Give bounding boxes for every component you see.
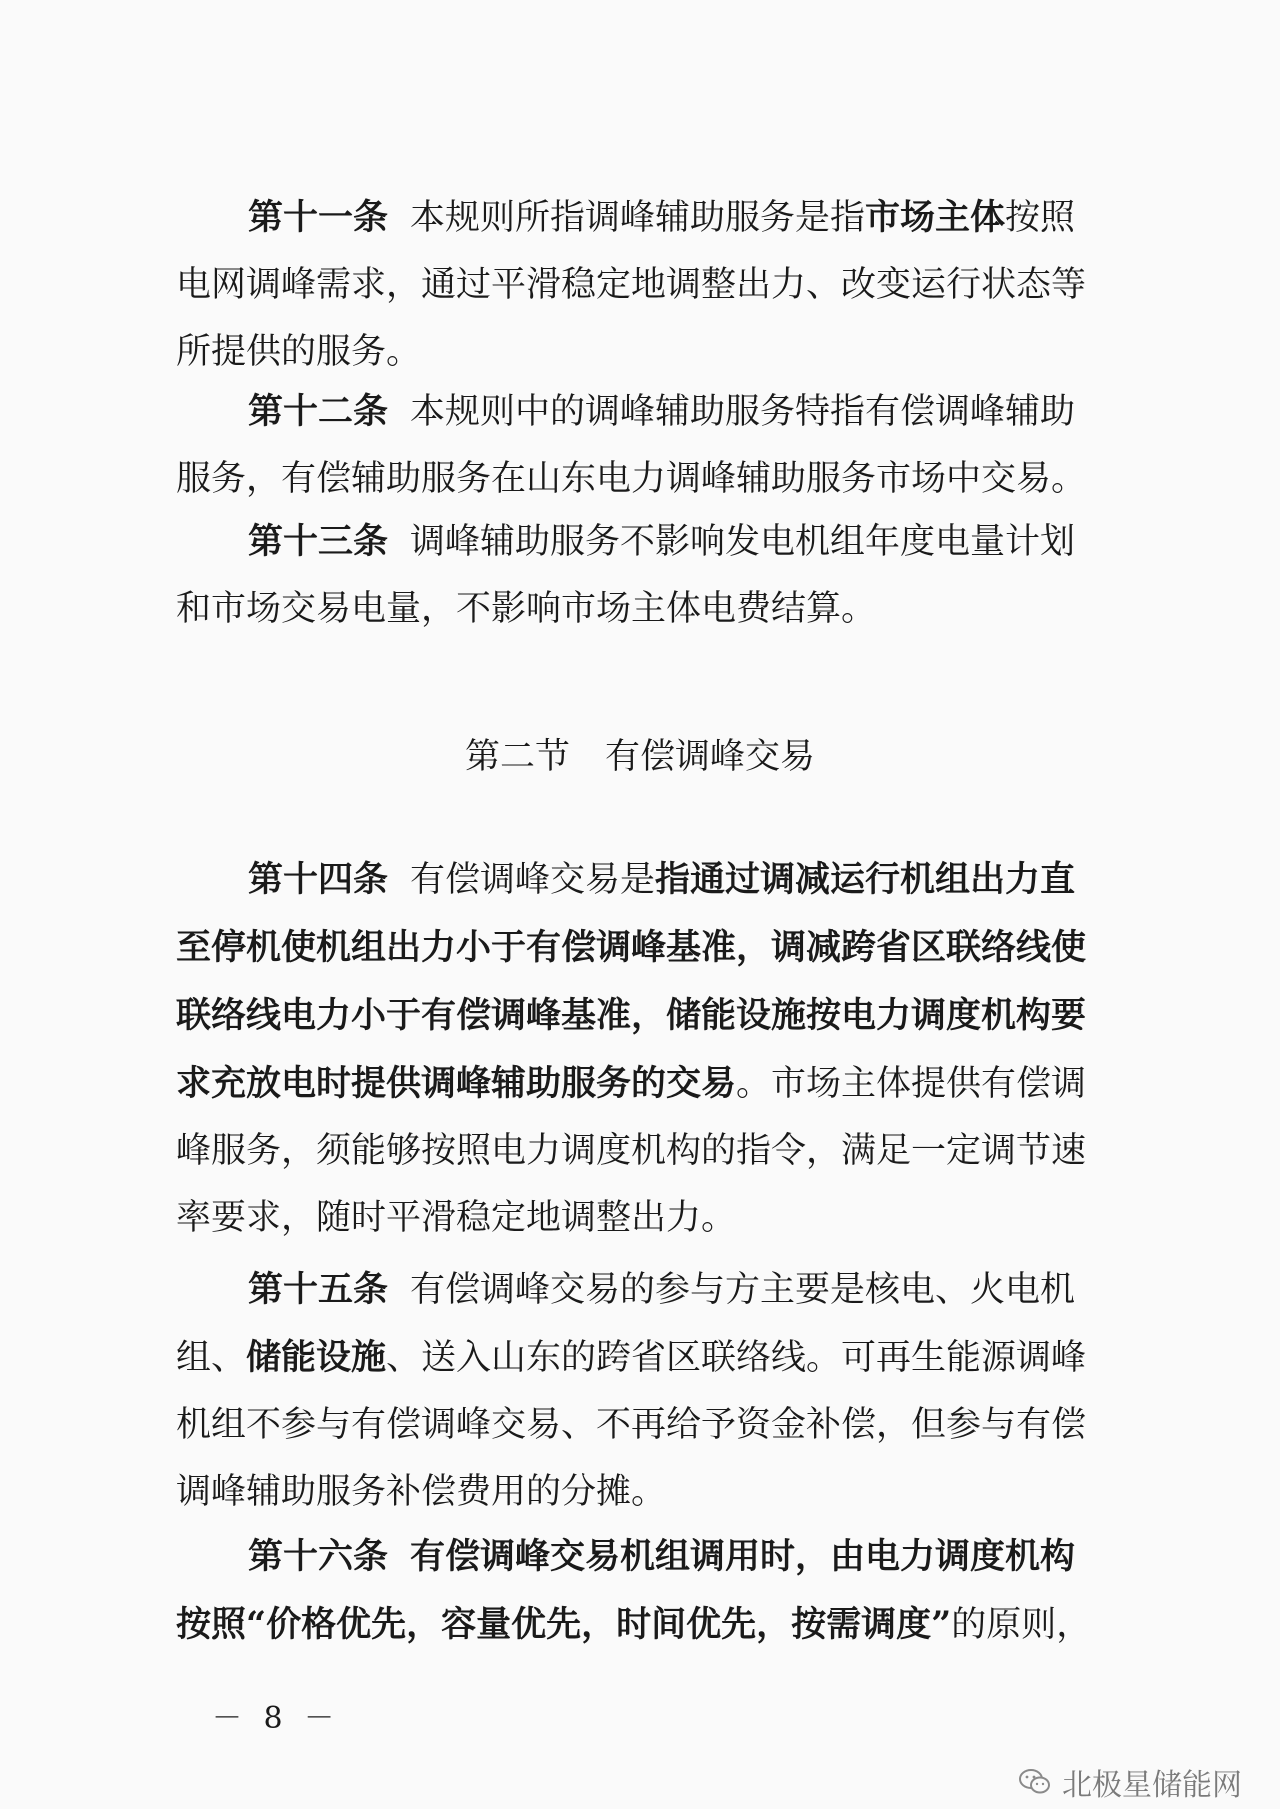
article-number: 第十三条 (248, 521, 389, 562)
article-13: 第十三条 调峰辅助服务不影响发电机组年度电量计划和市场交易电量，不影响市场主体电费结算。 (176, 521, 1076, 629)
section-heading: 第二节 有偿调峰交易 (464, 737, 815, 777)
article-number: 第十五条 (248, 1269, 389, 1310)
article-number: 第十一条 (248, 197, 389, 238)
article-12: 第十二条 本规则中的调峰辅助服务特指有偿调峰辅助服务，有偿辅助服务在山东电力调峰辅助服务市场中交易。 (176, 391, 1087, 499)
watermark-text: 北极星储能网 (1062, 1768, 1242, 1803)
article-11: 第十一条 本规则所指调峰辅助服务是指市场主体按照电网调峰需求，通过平滑稳定地调整出力、改变运行状态等所提供的服务。 (176, 197, 1087, 372)
article-number: 第十六条 (248, 1536, 389, 1577)
wechat-icon (1018, 1767, 1052, 1797)
article-number: 第十四条 (248, 859, 389, 900)
article-14: 第十四条 有偿调峰交易是指通过调减运行机组出力直至停机使机组出力小于有偿调峰基准，调减跨省区联络线使联络线电力小于有偿调峰基准，储能设施按电力调度机构要求充放电时提供调峰辅助服务的交易。市场主体提供有偿调峰服务，须能够按照电力调度机构的指令，满足一定调节速率要求，随时平滑稳定地调整出力。 (176, 859, 1087, 1238)
article-15: 第十五条 有偿调峰交易的参与方主要是核电、火电机组、储能设施、送入山东的跨省区联络线。可再生能源调峰机组不参与有偿调峰交易、不再给予资金补偿，但参与有偿调峰辅助服务补偿费用的分摊。 (176, 1269, 1087, 1512)
article-number: 第十二条 (248, 391, 389, 432)
article-16: 第十六条 有偿调峰交易机组调用时，由电力调度机构按照“价格优先，容量优先，时间优先，按需调度”的原则， (176, 1536, 1092, 1645)
watermark (1018, 1760, 1242, 1804)
page-number: － 8 － (212, 1701, 341, 1736)
